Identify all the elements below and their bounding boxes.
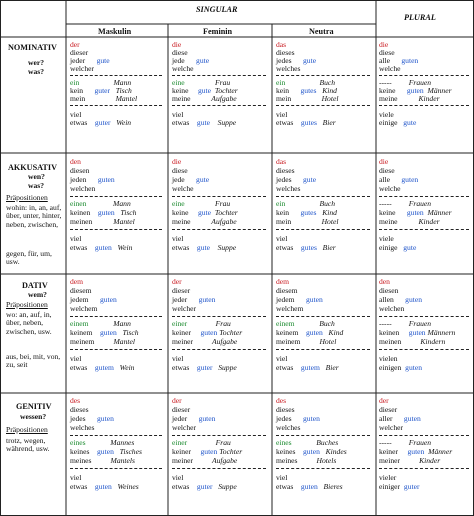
divider xyxy=(379,435,469,436)
cell-line: jeder guten xyxy=(172,414,216,423)
divider xyxy=(276,316,370,317)
divider xyxy=(172,229,266,230)
cell-line: meiner Aufgabe xyxy=(172,337,238,346)
case-question: wer? xyxy=(28,58,45,67)
cell-line: diesen xyxy=(379,286,399,295)
cell-line: viel xyxy=(172,473,184,482)
cell-line: dieser xyxy=(172,405,191,414)
cell-line: eine Frau xyxy=(172,199,231,208)
divider xyxy=(70,316,162,317)
divider xyxy=(70,349,162,350)
cell-line: einige gute xyxy=(379,118,417,127)
cell-line: einem Buch xyxy=(276,319,335,328)
cell-line: welcher xyxy=(172,423,197,432)
cell-line: keines guten Kindes xyxy=(276,447,347,456)
divider xyxy=(379,196,469,197)
cell-line: welcher xyxy=(172,304,197,313)
plural-header: PLURAL xyxy=(404,13,436,22)
cell-line: eines Buches xyxy=(276,438,339,447)
cell-line: welche xyxy=(379,184,401,193)
cell-line: meiner Aufgabe xyxy=(172,456,238,465)
cell-line: dieses xyxy=(276,405,295,414)
cell-line: jeder gute xyxy=(70,56,110,65)
cell-line: viel xyxy=(172,234,184,243)
cell-line: etwas gutes Bier xyxy=(276,243,336,252)
case-name-dativ: DATIV xyxy=(22,281,48,290)
cell-line: kein gutes Kind xyxy=(276,86,337,95)
neutra-header: Neutra xyxy=(309,27,334,36)
case-question: wessen? xyxy=(20,412,47,421)
cell-line: keine gute Tochter xyxy=(172,208,238,217)
prepositions-text: trotz, wegen, während, usw. xyxy=(6,436,50,454)
divider xyxy=(172,349,266,350)
cell-line: viel xyxy=(70,234,82,243)
divider xyxy=(172,435,266,436)
cell-line: viel xyxy=(276,354,288,363)
cell-line: keinen guten Männern xyxy=(379,328,456,337)
cell-line: allen guten xyxy=(379,295,423,304)
cell-line: einer Frau xyxy=(172,319,231,328)
cell-line: einigen guten xyxy=(379,363,423,372)
divider xyxy=(276,105,370,106)
cell-line: mein Mantel xyxy=(70,94,138,103)
cell-line: etwas guter Suppe xyxy=(172,363,237,372)
cell-line: welchen xyxy=(379,304,405,313)
cell-line: meines Hotels xyxy=(276,456,337,465)
cell-line: meine Aufgabe xyxy=(172,94,237,103)
cell-line: keinem guten Tisch xyxy=(70,328,139,337)
cell-line: etwas guter Suppe xyxy=(172,482,237,491)
cell-line: welchen xyxy=(70,184,96,193)
singular-header: SINGULAR xyxy=(196,5,238,14)
cell-line: das xyxy=(276,40,287,49)
cell-line: der xyxy=(172,277,182,286)
cell-line: vielen xyxy=(379,354,398,363)
cell-line: meine Kinder xyxy=(379,217,440,226)
cell-line: viel xyxy=(276,473,288,482)
case-question: was? xyxy=(28,181,45,190)
prepositions-text: wo: an, auf, in, über, neben, zwischen, usw. xyxy=(6,310,52,336)
cell-line: ein Mann xyxy=(70,78,132,87)
cell-line: die xyxy=(172,157,182,166)
cell-line: einige gute xyxy=(379,243,417,252)
divider xyxy=(172,105,266,106)
cell-line: diesem xyxy=(276,286,298,295)
cell-line: eines Mannes xyxy=(70,438,135,447)
cell-line: dem xyxy=(70,277,84,286)
cell-line: ----- Frauen xyxy=(379,78,432,87)
divider xyxy=(70,75,162,76)
cell-line: dieser xyxy=(379,405,398,414)
cell-line: viel xyxy=(172,354,184,363)
cell-line: etwas guten Weines xyxy=(70,482,139,491)
cell-line: dieser xyxy=(70,48,89,57)
cell-line: keine guten Männer xyxy=(379,86,452,95)
cell-line: etwas gute Suppe xyxy=(172,243,237,252)
cell-line: ein Buch xyxy=(276,78,336,87)
cell-line: jeder guten xyxy=(172,295,216,304)
cell-line: jede gute xyxy=(172,56,210,65)
cell-line: viel xyxy=(70,110,82,119)
divider xyxy=(70,105,162,106)
cell-line: keines guten Tisches xyxy=(70,447,142,456)
cell-line: mein Hotel xyxy=(276,94,339,103)
divider xyxy=(379,468,469,469)
cell-line: diesen xyxy=(70,166,90,175)
cell-line: dieser xyxy=(172,286,191,295)
cell-line: etwas gutem Bier xyxy=(276,363,339,372)
cell-line: keiner guten Tochter xyxy=(172,447,243,456)
cell-line: ----- Frauen xyxy=(379,199,432,208)
cell-line: welche xyxy=(379,64,401,73)
cell-line: viel xyxy=(70,354,82,363)
divider xyxy=(276,75,370,76)
cell-line: welches xyxy=(276,64,301,73)
cell-line: alle guten xyxy=(379,56,419,65)
cell-line: jedes guten xyxy=(70,414,114,423)
divider xyxy=(70,468,162,469)
cell-line: jedes gute xyxy=(276,56,317,65)
prepositions-label: Präpositionen xyxy=(6,193,48,202)
cell-line: welche xyxy=(172,64,194,73)
cell-line: die xyxy=(379,40,389,49)
cell-line: dieses xyxy=(276,48,295,57)
case-name-genitiv: GENITIV xyxy=(16,402,52,411)
cell-line: keinem guten Kind xyxy=(276,328,344,337)
cell-line: diese xyxy=(172,166,188,175)
cell-line: diese xyxy=(172,48,188,57)
cell-line: jedes guten xyxy=(276,414,320,423)
divider xyxy=(379,229,469,230)
cell-line: eine Frau xyxy=(172,78,231,87)
cell-line: viele xyxy=(379,234,394,243)
cell-line: keine gute Tochter xyxy=(172,86,238,95)
cell-line: jedem guten xyxy=(70,295,117,304)
cell-line: kein guter Tisch xyxy=(70,86,132,95)
divider xyxy=(70,229,162,230)
cell-line: welche xyxy=(172,184,194,193)
cell-line: dieses xyxy=(70,405,89,414)
cell-line: viel xyxy=(70,473,82,482)
cell-line: ----- Frauen xyxy=(379,438,432,447)
cell-line: etwas gutem Wein xyxy=(70,363,135,372)
divider xyxy=(172,196,266,197)
divider xyxy=(70,196,162,197)
divider xyxy=(276,196,370,197)
case-question: was? xyxy=(28,67,45,76)
cell-line: viel xyxy=(172,110,184,119)
cell-line: etwas guten Bieres xyxy=(276,482,343,491)
cell-line: etwas guter Wein xyxy=(70,118,132,127)
cell-line: der xyxy=(172,396,182,405)
cell-line: welcher xyxy=(70,64,95,73)
cell-line: keinen guten Tisch xyxy=(70,208,137,217)
cell-line: viele xyxy=(379,110,394,119)
cell-line: einiger guter xyxy=(379,482,420,491)
cell-line: welchem xyxy=(70,304,98,313)
case-name-nominativ: NOMINATIV xyxy=(8,43,57,52)
cell-line: diese xyxy=(379,166,395,175)
cell-line: jedes gute xyxy=(276,175,317,184)
cell-line: welches xyxy=(276,423,301,432)
divider xyxy=(70,435,162,436)
cell-line: die xyxy=(379,157,389,166)
cell-line: diesem xyxy=(70,286,92,295)
divider xyxy=(379,105,469,106)
prepositions-text: wohin: in, an, auf, über, unter, hinter, neben, zwischen, xyxy=(6,203,62,229)
cell-line: einer Frau xyxy=(172,438,231,447)
cell-line: meinen Kindern xyxy=(379,337,446,346)
cell-line: ----- Frauen xyxy=(379,319,432,328)
divider xyxy=(172,468,266,469)
cell-line: etwas guten Wein xyxy=(70,243,133,252)
cell-line: des xyxy=(70,396,81,405)
cell-line: etwas gutes Bier xyxy=(276,118,336,127)
cell-line: dieses xyxy=(276,166,295,175)
feminin-header: Feminin xyxy=(203,27,233,36)
cell-line: aller guten xyxy=(379,414,421,423)
cell-line: viel xyxy=(276,234,288,243)
prepositions-text: gegen, für, um, usw. xyxy=(6,249,52,267)
cell-line: meine Aufgabe xyxy=(172,217,237,226)
cell-line: mein Hotel xyxy=(276,217,339,226)
cell-line: welcher xyxy=(379,423,404,432)
cell-line: keiner guten Tochter xyxy=(172,328,243,337)
cell-line: etwas gute Suppe xyxy=(172,118,237,127)
cell-line: meinen Mantel xyxy=(70,217,135,226)
cell-line: ein Buch xyxy=(276,199,336,208)
cell-line: den xyxy=(379,277,390,286)
cell-line: welches xyxy=(276,184,301,193)
prepositions-label: Präpositionen xyxy=(6,300,48,309)
divider xyxy=(276,468,370,469)
cell-line: jeden guten xyxy=(70,175,115,184)
cell-line: meinem Hotel xyxy=(276,337,337,346)
cell-line: die xyxy=(172,40,182,49)
cell-line: viel xyxy=(276,110,288,119)
cell-line: vieler xyxy=(379,473,397,482)
divider xyxy=(379,75,469,76)
cell-line: keine guten Männer xyxy=(379,208,452,217)
cell-line: welches xyxy=(70,423,95,432)
case-name-akkusativ: AKKUSATIV xyxy=(8,163,57,172)
cell-line: meine Kinder xyxy=(379,94,440,103)
cell-line: das xyxy=(276,157,287,166)
cell-line: diese xyxy=(379,48,395,57)
cell-line: den xyxy=(70,157,81,166)
prepositions-label: Präpositionen xyxy=(6,425,48,434)
cell-line: jede gute xyxy=(172,175,210,184)
cell-line: des xyxy=(276,396,287,405)
cell-line: alle guten xyxy=(379,175,419,184)
maskulin-header: Maskulin xyxy=(98,27,132,36)
divider xyxy=(276,229,370,230)
cell-line: dem xyxy=(276,277,290,286)
case-question: wem? xyxy=(28,290,47,299)
cell-line: der xyxy=(70,40,80,49)
cell-line: kein gutes Kind xyxy=(276,208,337,217)
cell-line: einem Mann xyxy=(70,319,131,328)
cell-line: der xyxy=(379,396,389,405)
divider xyxy=(172,316,266,317)
cell-line: meinem Mantel xyxy=(70,337,135,346)
divider xyxy=(276,349,370,350)
divider xyxy=(379,349,469,350)
cell-line: welchem xyxy=(276,304,304,313)
divider xyxy=(172,75,266,76)
cell-line: meines Mantels xyxy=(70,456,135,465)
cell-line: meiner Kinder xyxy=(379,456,441,465)
cell-line: jedem guten xyxy=(276,295,323,304)
cell-line: keiner guten Männer xyxy=(379,447,453,456)
case-question: wen? xyxy=(28,172,45,181)
divider xyxy=(276,435,370,436)
divider xyxy=(379,316,469,317)
prepositions-text: aus, bei, mit, von, zu, seit xyxy=(6,352,61,370)
cell-line: einen Mann xyxy=(70,199,131,208)
